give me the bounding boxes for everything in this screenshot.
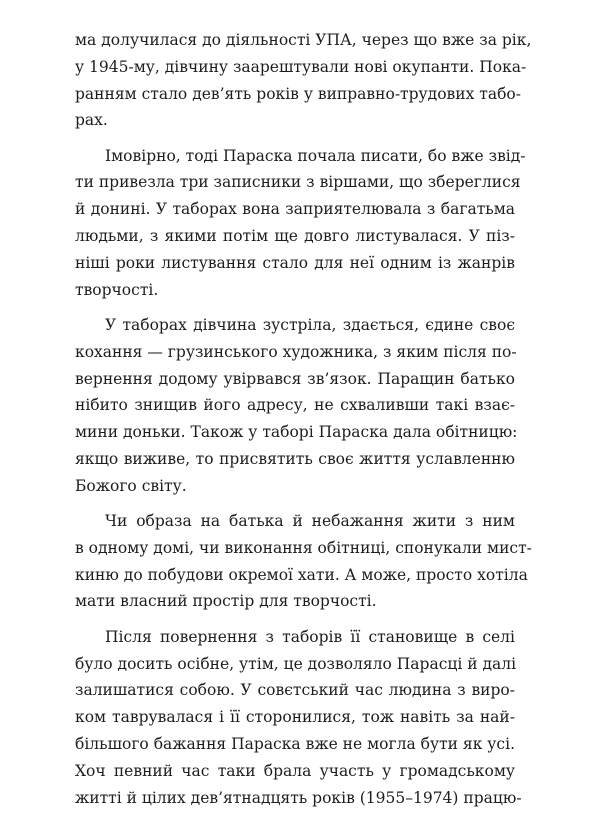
text-line: мини доньки. Також у таборі Параска дала обітницю: <box>75 423 518 442</box>
text-line: було досить осібне, утім, це дозволяло Парасці й далі <box>75 654 517 673</box>
text-line: людьми, з якими потім ще довго листувалася. У піз- <box>75 227 515 246</box>
text-line: ранням стало дев’ять років у виправно-трудових табо- <box>75 84 521 103</box>
text-line: ком таврувалася і її сторонилися, тож навіть за най- <box>75 708 515 727</box>
text-line: й донині. У таборах вона заприятелювала з багатьма <box>75 200 515 219</box>
text-line: ти привезла три записники з віршами, що збереглися <box>75 173 521 192</box>
paragraph <box>75 143 526 304</box>
text-line: Божого світу. <box>75 476 187 495</box>
text-line: ніші роки листування стало для неї одним із жанрів <box>75 253 515 272</box>
text-line: нібито знищив його адресу, не схваливши такі взає- <box>75 396 515 415</box>
book-page <box>75 27 532 820</box>
text-line: кохання — грузинського художника, з яким після по- <box>75 342 517 361</box>
text-line: Після повернення з таборів її становище в селі <box>105 627 515 646</box>
text-line: у 1945-му, дівчину заарештували нові окупанти. Пока- <box>75 57 527 76</box>
paragraph <box>75 624 522 812</box>
text-line: У таборах дівчина зустріла, здається, єдине своє <box>105 315 515 334</box>
text-line: ма долучилася до діяльності УПА, через що вже за рік, <box>75 31 532 49</box>
text-line: більшого бажання Параска вже не могла бути як усі. <box>75 734 515 753</box>
paragraph <box>75 312 518 500</box>
text-line: Чи образа на батька й небажання жити з ним <box>105 512 515 531</box>
text-line: мати власний простір для творчості. <box>75 592 377 611</box>
text-line: Імовірно, тоді Параска почала писати, бо вже звід- <box>105 146 526 165</box>
text-line: вернення додому увірвався зв’язок. Паращин батько <box>75 369 515 388</box>
text-line: творчості. <box>75 280 159 299</box>
text-line: залишатися собою. У совєтський час людина з виро- <box>75 681 515 700</box>
text-line: киню до побудови окремої хати. А може, просто хотіла <box>75 565 528 584</box>
text-line: рах. <box>75 111 108 130</box>
text-line: Хоч певний час таки брала участь у громадському <box>75 761 515 780</box>
text-line: в одному домі, чи виконання обітниці, спонукали мист- <box>75 538 532 557</box>
paragraph <box>75 27 532 134</box>
text-line: якщо виживе, то присвятить своє життя уславленню <box>75 449 515 468</box>
text-line: житті й цілих дев’ятнадцять років (1955–1974) працю- <box>75 788 522 807</box>
paragraph <box>75 508 532 615</box>
